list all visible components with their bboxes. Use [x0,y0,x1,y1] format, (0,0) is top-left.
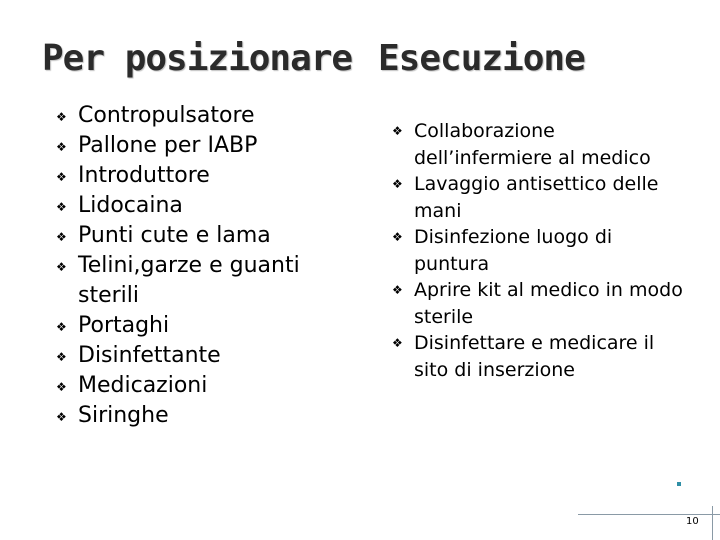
list-item [56,401,356,431]
bullet-icon: ❖ [392,283,403,297]
bullet-icon: ❖ [56,350,67,364]
decorative-square [677,482,681,486]
list-item [56,161,356,191]
list-item-text: Contropulsatore [78,103,255,128]
list-item-text: Medicazioni [78,373,208,398]
list-item-text: Telini,garze e guanti sterili [78,253,300,308]
list-item [392,330,692,383]
list-item-text: Disinfettante [78,343,221,368]
list-item [392,171,692,224]
bullet-icon: ❖ [392,230,403,244]
list-item [392,277,692,330]
list-item-text: Introduttore [78,163,210,188]
procedure-list [392,118,692,383]
list-item-text: Lidocaina [78,193,183,218]
list-item-text: Punti cute e lama [78,223,271,248]
list-item [56,371,356,401]
bullet-icon: ❖ [56,110,67,124]
list-item [56,341,356,371]
list-item [56,311,356,341]
page-number: 10 [686,516,699,527]
bullet-icon: ❖ [56,410,67,424]
bullet-icon: ❖ [56,230,67,244]
bullet-icon: ❖ [56,170,67,184]
list-item-text: Portaghi [78,313,170,338]
list-item [392,224,692,277]
bullet-icon: ❖ [392,336,403,350]
list-item [56,131,356,161]
list-item [56,101,356,131]
bullet-icon: ❖ [56,200,67,214]
list-item-text: Disinfezione luogo di puntura [414,226,613,275]
bullet-icon: ❖ [392,124,403,138]
list-item [392,118,692,171]
list-item-text: Pallone per IABP [78,133,258,158]
bullet-icon: ❖ [56,140,67,154]
bullet-icon: ❖ [56,380,67,394]
list-item-text: Disinfettare e medicare il sito di inserzione [414,332,655,381]
materials-list [56,101,356,431]
bullet-icon: ❖ [56,260,67,274]
list-item [56,251,356,311]
bullet-icon: ❖ [392,177,403,191]
bullet-icon: ❖ [56,320,67,334]
footer-divider-vertical [712,506,713,540]
list-item-text: Siringhe [78,403,169,428]
list-item-text: Lavaggio antisettico delle mani [414,173,659,222]
footer-divider [578,514,720,515]
list-item [56,221,356,251]
list-item-text: Aprire kit al medico in modo sterile [414,279,683,328]
slide-title-right: Esecuzione [378,38,585,79]
list-item-text: Collaborazione dell’infermiere al medico [414,120,651,169]
list-item [56,191,356,221]
slide-title-left: Per posizionare [42,38,353,79]
